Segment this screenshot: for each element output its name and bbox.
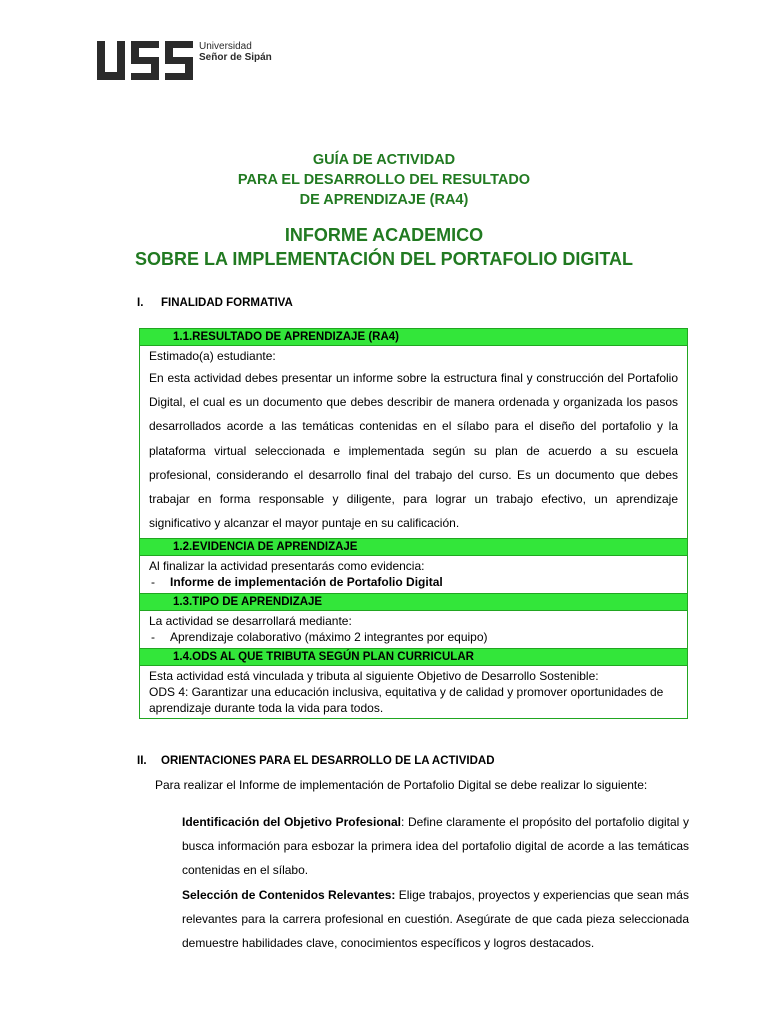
- section-2-heading: [137, 755, 495, 767]
- table-header-2: 1.2.EVIDENCIA DE APRENDIZAJE: [140, 539, 687, 556]
- university-logo: [97, 41, 272, 83]
- formative-purpose-table: [139, 328, 688, 719]
- cell-4-line-1: Esta actividad está vinculada y tributa al siguiente Objetivo de Desarrollo Sostenible:: [149, 669, 599, 684]
- title-line-2: PARA EL DESARROLLO DEL RESULTADO: [237, 172, 531, 188]
- table-cell-2: [140, 556, 687, 594]
- document-title-block: [0, 150, 768, 271]
- section-1-heading: [137, 297, 293, 309]
- table-header-1: 1.1.RESULTADO DE APRENDIZAJE (RA4): [140, 329, 687, 346]
- cell-1-text: En esta actividad debes presentar un informe sobre la estructura final y construcción del Portafolio Digital, el cual es un documento que debes describir de manera ordenada y organizada los pasos desarrollados acorde a las temáticas contenidas en el sílabo para el diseño del portafolio y la plataforma virtual seleccionada e implementada según su plan de acuerdo a su escuela profesional, considerando el desarrollo final del trabajo del curso. Es un documento que debes trabajar en forma responsable y diligente, para lograr un trabajo efectivo, un aprendizaje significativo y alcanzar el mayor puntaje en su calificación.: [149, 371, 678, 531]
- title-line-1: GUÍA DE ACTIVIDAD: [312, 152, 456, 168]
- cell-4-line-2: ODS 4: Garantizar una educación inclusiva, equitativa y de calidad y promover oportunidades de aprendizaje durante toda la vida para todos.: [149, 685, 664, 716]
- section-2-label: ORIENTACIONES PARA EL DESARROLLO DE LA ACTIVIDAD: [161, 755, 495, 767]
- item-2-text: Elige trabajos, proyectos y experiencias que sean más relevantes para la carrera profesional en cuestión. Asegúrate de que cada pieza seleccionada demuestre habilidades clave, conocimientos específicos y logros destacados.: [182, 887, 689, 951]
- item-1-text: : Define claramente el propósito del portafolio digital y busca información para esbozar la primera idea del portafolio digital de acorde a las temáticas contenidas en el sílabo.: [182, 815, 689, 878]
- section-2-intro: Para realizar el Informe de implementación de Portafolio Digital se debe realizar lo siguiente:: [155, 778, 648, 792]
- title-line-3: DE APRENDIZAJE (RA4): [299, 192, 469, 208]
- section-2-items: [182, 810, 689, 955]
- section-2-number: II.: [137, 755, 147, 767]
- cell-2-text: Al finalizar la actividad presentarás como evidencia:: [149, 559, 425, 574]
- table-cell-3: [140, 611, 687, 649]
- item-1-title: Identificación del Objetivo Profesional: [182, 815, 401, 829]
- section-1-label: FINALIDAD FORMATIVA: [161, 297, 293, 309]
- item-2-title: Selección de Contenidos Relevantes:: [182, 887, 396, 902]
- cell-2-dash: -: [151, 575, 155, 590]
- uss-logo-icon: [97, 41, 194, 83]
- cell-3-dash: -: [151, 630, 155, 645]
- logo-text: [199, 41, 272, 63]
- cell-2-bullet-row: [149, 574, 678, 590]
- logo-line-1: Universidad: [199, 41, 252, 52]
- cell-2-bullet: Informe de implementación de Portafolio Digital: [170, 575, 443, 590]
- section-1-number: I.: [137, 297, 144, 309]
- table-cell-1: [140, 346, 687, 539]
- list-item: [182, 883, 689, 956]
- cell-3-text: La actividad se desarrollará mediante:: [149, 614, 352, 629]
- logo-line-2: Señor de Sipán: [199, 52, 272, 63]
- list-item: [182, 810, 689, 883]
- table-header-4: 1.4.ODS AL QUE TRIBUTA SEGÚN PLAN CURRICULAR: [140, 649, 687, 666]
- cell-3-bullet-row: [149, 629, 678, 645]
- table-cell-4: [140, 666, 687, 718]
- title-line-4: INFORME ACADEMICO: [284, 225, 484, 245]
- cell-1-greeting: Estimado(a) estudiante:: [149, 349, 276, 363]
- cell-3-bullet: Aprendizaje colaborativo (máximo 2 integrantes por equipo): [170, 630, 488, 645]
- table-header-3: 1.3.TIPO DE APRENDIZAJE: [140, 594, 687, 611]
- title-line-5: SOBRE LA IMPLEMENTACIÓN DEL PORTAFOLIO DIGITAL: [135, 249, 633, 269]
